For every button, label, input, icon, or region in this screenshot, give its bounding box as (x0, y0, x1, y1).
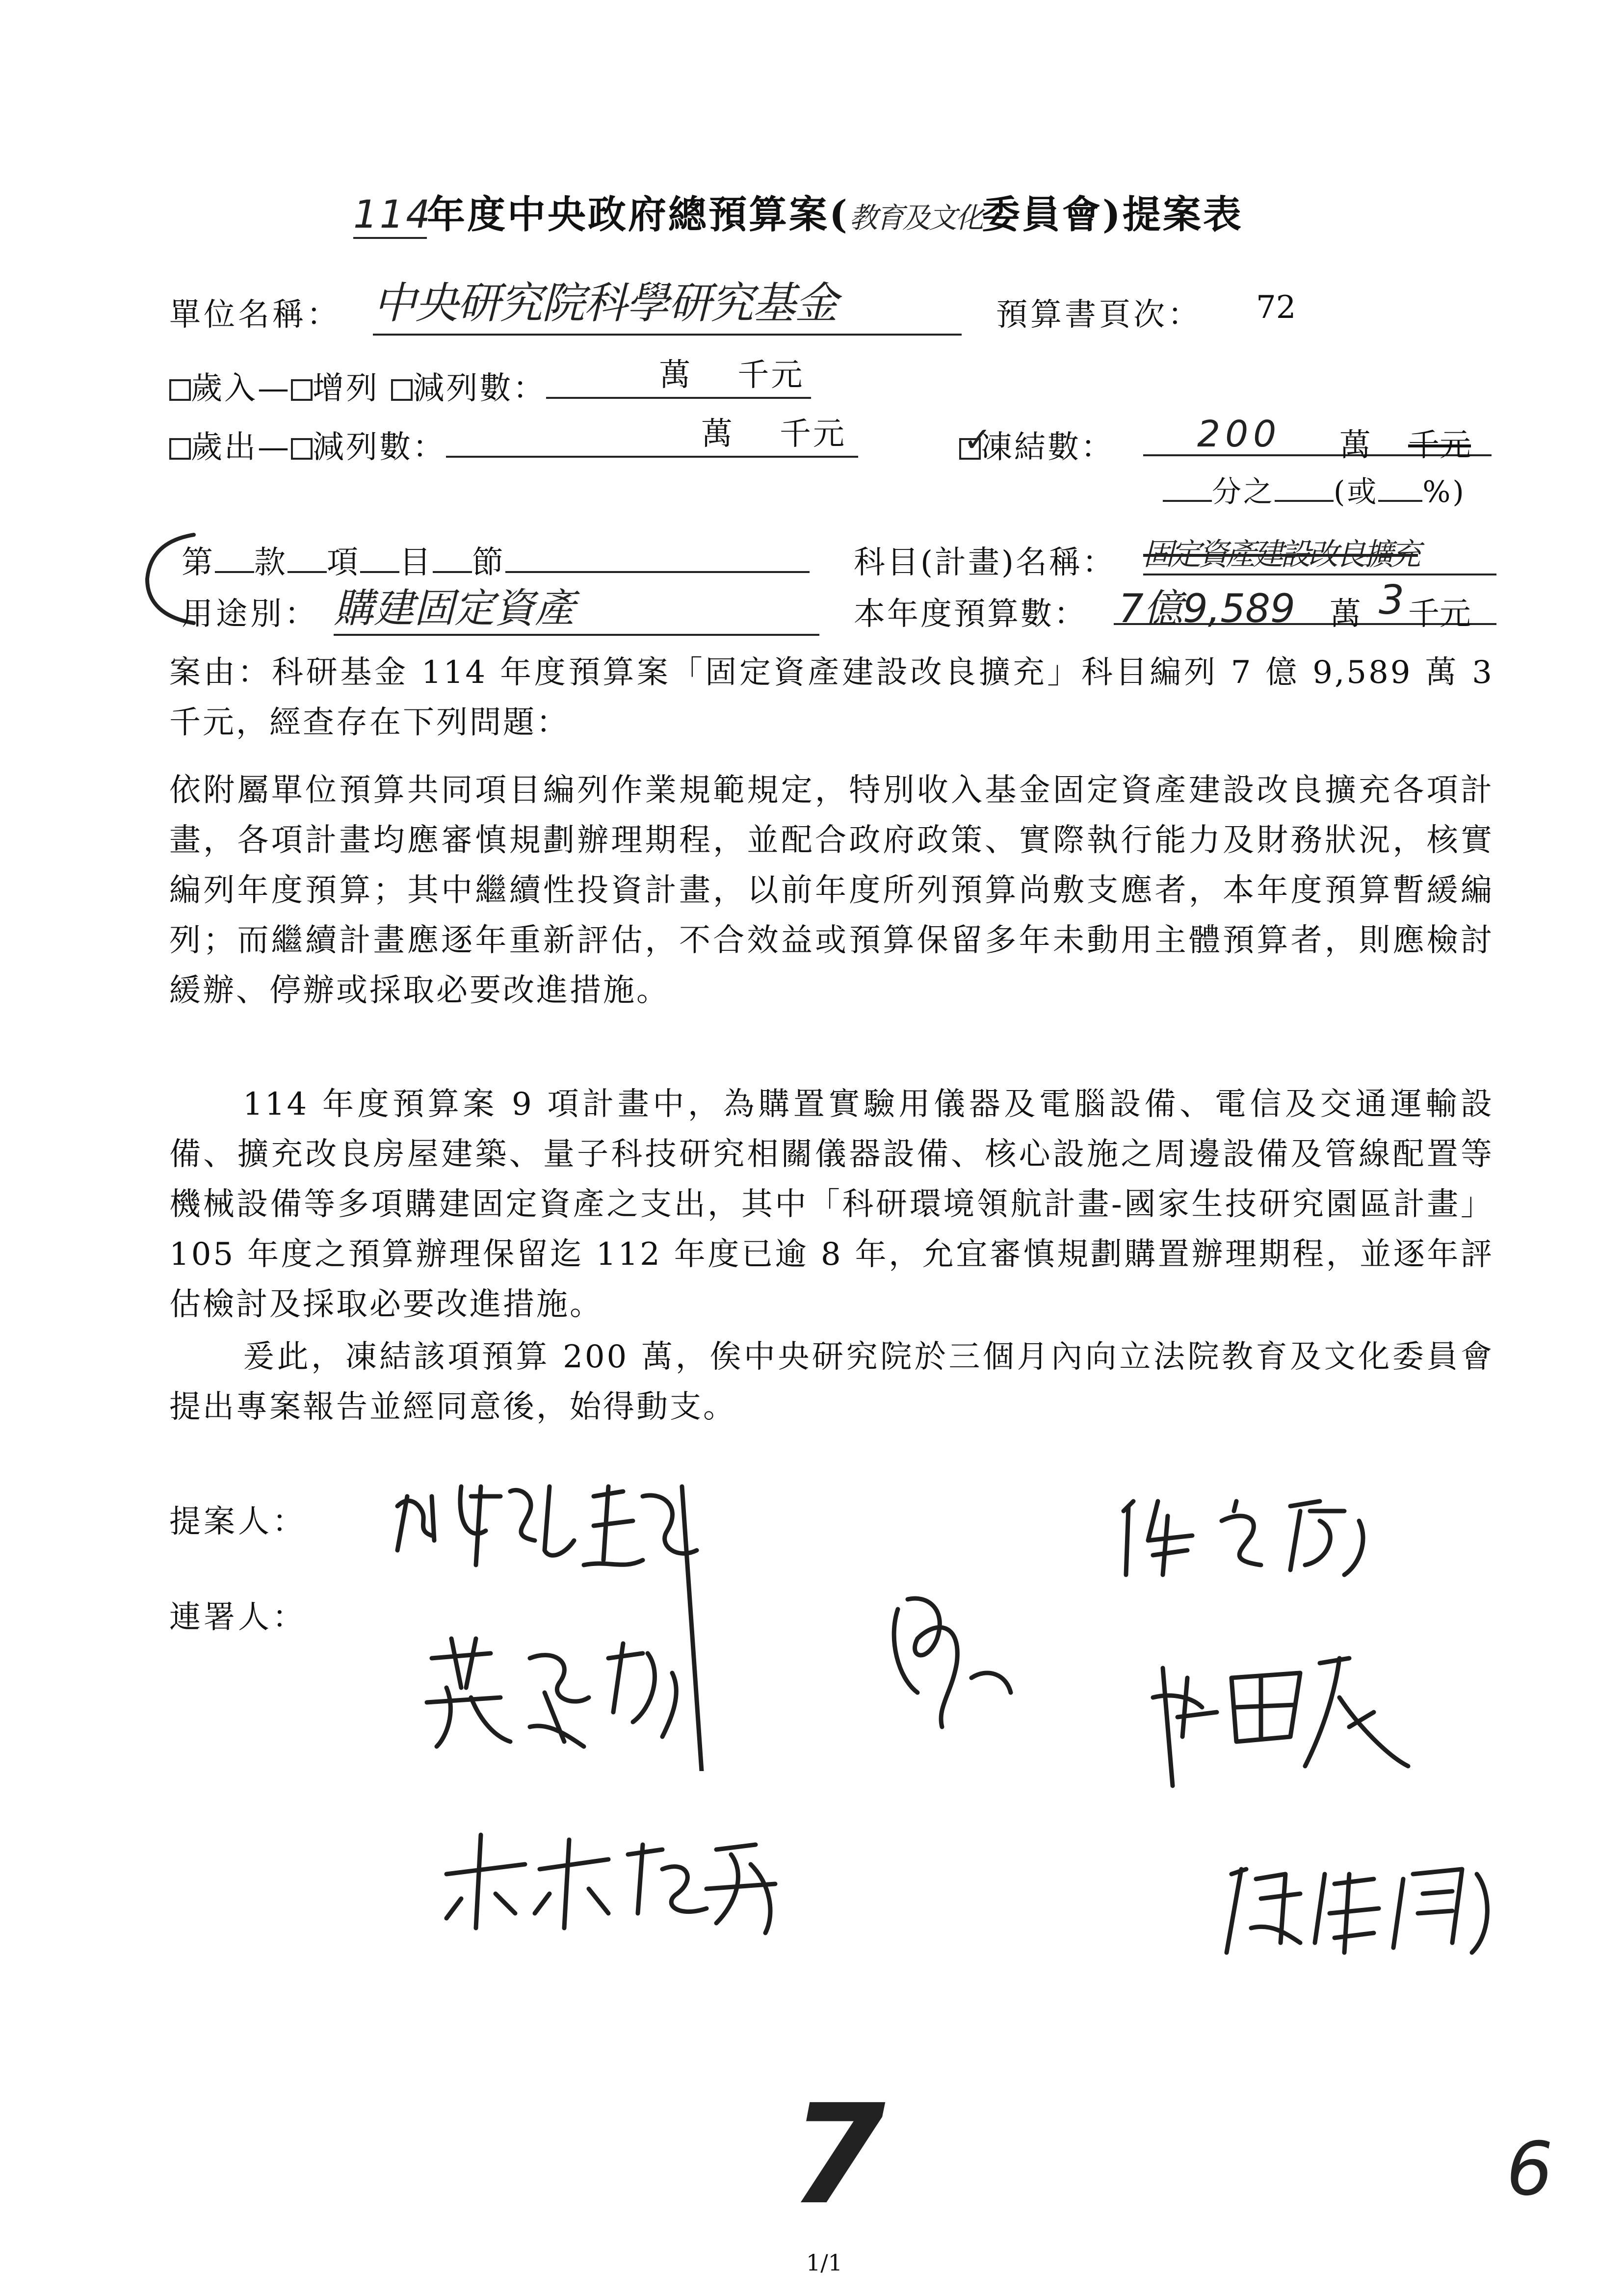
page-label: 預算書頁次： (996, 297, 1202, 333)
budget-label: 本年度預算數： (854, 596, 1087, 632)
title-line (353, 184, 1243, 239)
freeze-checkbox[interactable] (959, 438, 981, 460)
revenue-checkbox[interactable] (169, 379, 191, 401)
page-value: 72 (1256, 289, 1296, 326)
usage-label: 用途別： (182, 596, 319, 632)
signature-cosigner-3 (1143, 1639, 1418, 1796)
body-paragraph-3: 爰此，凍結該項預算 200 萬，俟中央研究院於三個月內向立法院教育及文化委員會提出專案報告並經同意後，始得動支。 (169, 1339, 1494, 1425)
expense-amount-field[interactable]: 萬 千元 (446, 424, 858, 458)
page-footer: 1/1 (806, 2249, 843, 2276)
subject-value: 固定資產建設改良擴充 (1143, 530, 1496, 575)
year-handwritten: 114 (353, 193, 427, 239)
handwritten-mark-6: 6 (1506, 2127, 1553, 2212)
item-row: 第 款 項 目 節 (182, 537, 810, 582)
revenue-row: 歲入— 增列 減列數： 萬 千元 (169, 363, 811, 408)
title-main: 年度中央政府總預算案( (427, 192, 849, 237)
proposer-label: 提案人： (169, 1504, 307, 1540)
handwritten-mark-7: 7 (790, 2075, 886, 2235)
revenue-increase-checkbox[interactable] (291, 379, 313, 401)
freeze-amount-field[interactable] (1143, 413, 1492, 464)
budget-value-field (1114, 574, 1496, 632)
freeze-group: ✓ 凍結數： (959, 422, 1114, 467)
body-paragraph-1: 依附屬單位預算共同項目編列作業規範規定，特別收入基金固定資產建設改良擴充各項計畫，各項計畫均應審慎規劃辦理期程，並配合政府政策、實際執行能力及財務狀況，核實編列年度預算；其中繼續性投資計畫，以前年度所列預算尚敷支應者，本年度預算暫緩編列；而繼續計畫應逐年重新評估，不合效益或預算保留多年未動用主體預算者，則應檢討緩辦、停辦或採取必要改進措施。 (169, 772, 1494, 1009)
freeze-value: 200 (1197, 413, 1282, 455)
budget-wan: 萬 (1330, 596, 1361, 632)
freeze-unit-wan: 萬 (1339, 427, 1371, 464)
signature-cosigner-1 (417, 1614, 721, 1761)
reason-text: 案由：科研基金 114 年度預算案「固定資產建設改良擴充」科目編列 7 億 9,589 萬 3 千元，經查存在下列問題： (169, 654, 1494, 741)
fraction-row: 分之 (或 %) (1163, 469, 1466, 511)
cosigner-label: 連署人： (169, 1599, 307, 1636)
signature-cosigner-4 (432, 1815, 795, 1943)
expense-row: 歲出— 減列數： 萬 千元 (169, 422, 858, 467)
subject-label: 科目(計畫)名稱： (854, 545, 1116, 581)
freeze-unit-qianyuan: 千元 (1408, 427, 1471, 464)
expense-decrease-checkbox[interactable] (291, 438, 313, 460)
revenue-decrease-checkbox[interactable] (391, 379, 413, 401)
signature-proposer-2 (1114, 1482, 1398, 1590)
signature-cosigner-5 (1217, 1845, 1521, 1962)
body-paragraph-2: 114 年度預算案 9 項計畫中，為購置實驗用儀器及電腦設備、電信及交通運輸設備、擴充改良房屋建築、量子科技研究相關儀器設備、核心設施之周邊設備及管線配置等機械設備等多項購建固定資產之支出，其中「科研環境領航計畫-國家生技研究園區計畫」105 年度之預算辦理保留迄 112 年度已逾 8 年，允宜審慎規劃購置辦理期程，並逐年評估檢討及採取必要改進措施。 (169, 1086, 1494, 1323)
budget-qianyuan: 千元 (1408, 596, 1471, 632)
budget-yi: 7億9,589 (1119, 586, 1295, 631)
unit-label: 單位名稱： (169, 297, 341, 333)
unit-value: 中央研究院科學研究基金 (373, 269, 962, 336)
revenue-amount-field[interactable]: 萬 千元 (546, 365, 811, 399)
usage-value: 購建固定資產 (334, 576, 819, 636)
title-tail: 委員會)提案表 (981, 192, 1243, 237)
budget-qian: 3 (1379, 577, 1405, 624)
committee-handwritten: 教育及文化 (849, 201, 982, 235)
expense-checkbox[interactable] (169, 438, 191, 460)
signature-cosigner-2 (878, 1580, 1035, 1747)
